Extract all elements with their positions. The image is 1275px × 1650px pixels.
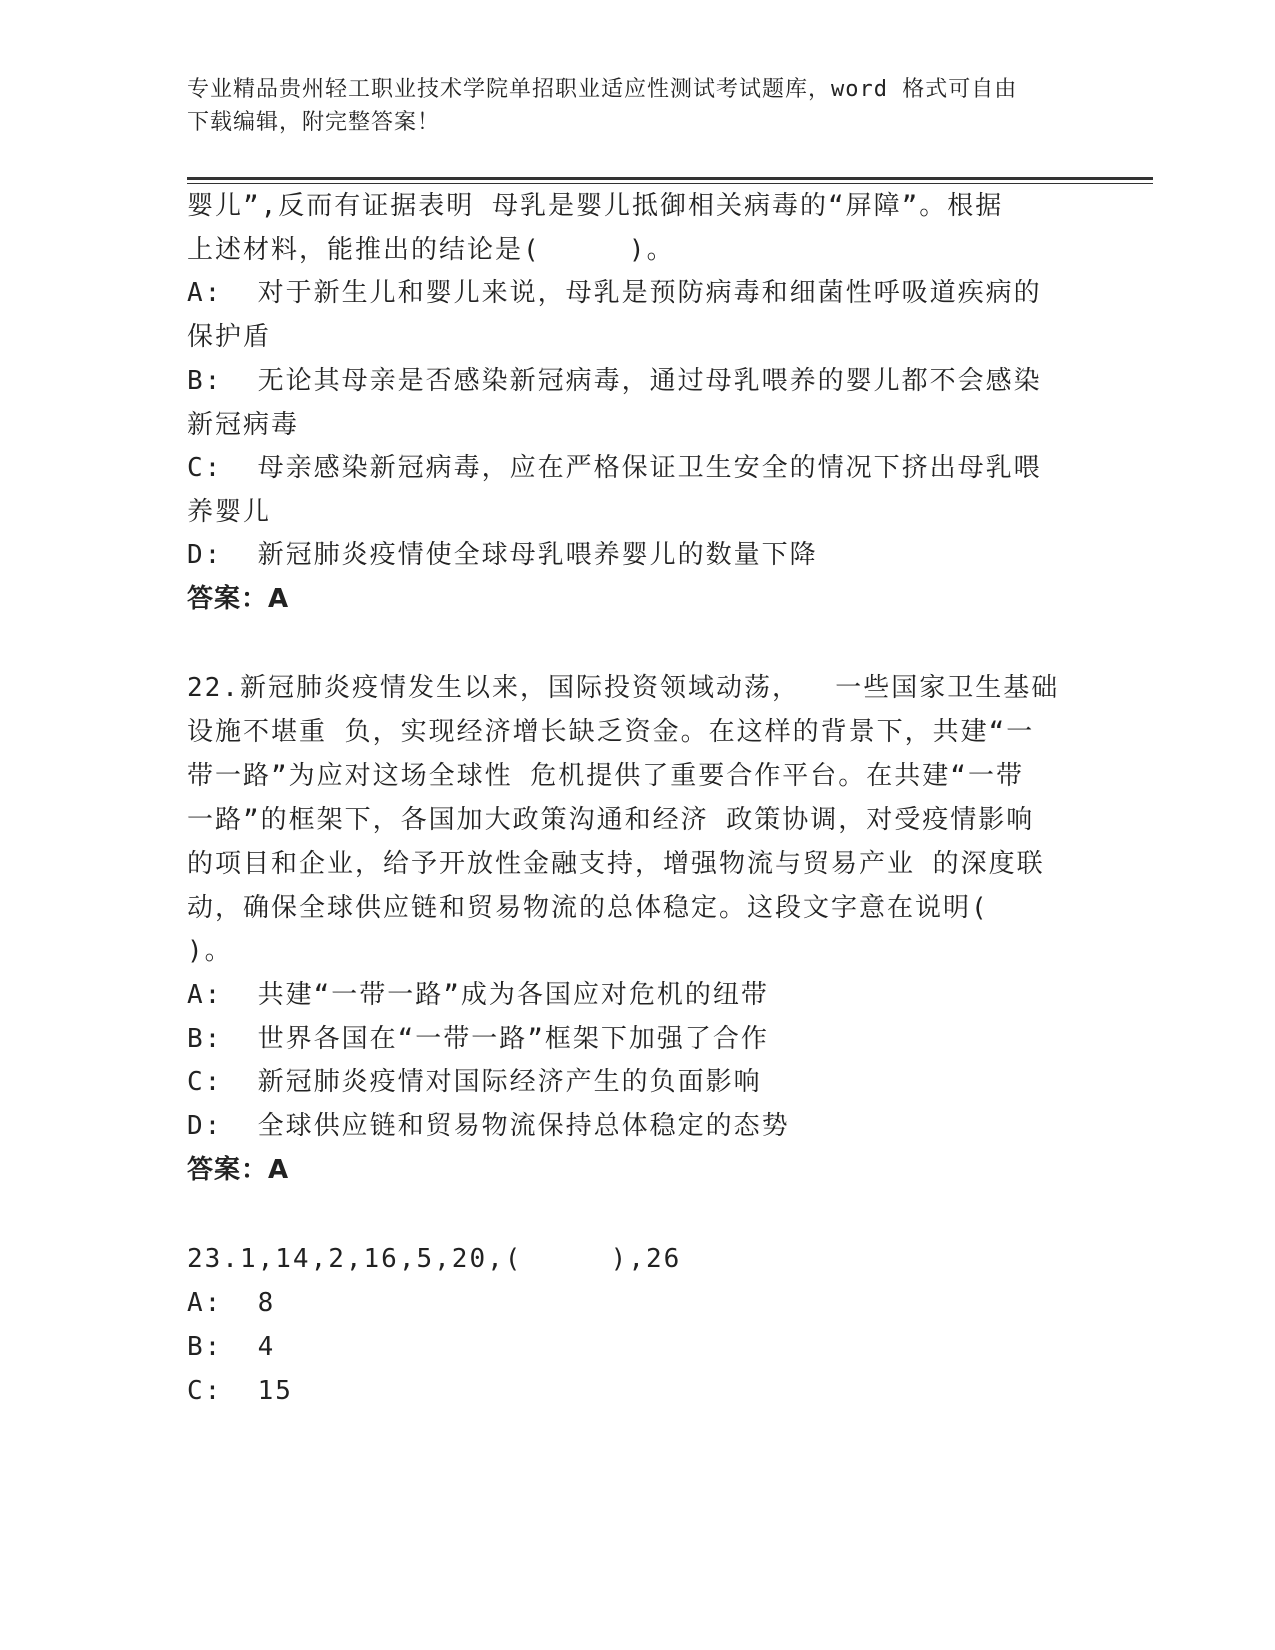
q22-option-c: C: 新冠肺炎疫情对国际经济产生的负面影响	[187, 1067, 762, 1097]
header-divider-thin	[187, 183, 1153, 184]
q21-option-c-line-2: 养婴儿	[187, 497, 272, 527]
q22-stem-line-1: 22.新冠肺炎疫情发生以来，国际投资领域动荡， 一些国家卫生基础	[187, 673, 1060, 703]
q22-stem-line-7: )。	[187, 936, 233, 966]
q21-stem-line-1: 婴儿”,反而有证据表明 母乳是婴儿抵御相关病毒的“屏障”。根据	[187, 191, 1004, 221]
page-header	[187, 73, 1067, 139]
q21-option-b-line-1: B: 无论其母亲是否感染新冠病毒，通过母乳喂养的婴儿都不会感染	[187, 366, 1042, 396]
q23-option-b: B: 4	[187, 1332, 276, 1362]
q22-stem-line-6: 动，确保全球供应链和贸易物流的总体稳定。这段文字意在说明(	[187, 893, 989, 923]
q21-stem-line-2: 上述材料，能推出的结论是( )。	[187, 235, 675, 265]
q22-option-a: A: 共建“一带一路”成为各国应对危机的纽带	[187, 980, 769, 1010]
q22-option-b: B: 世界各国在“一带一路”框架下加强了合作	[187, 1024, 769, 1054]
q21-option-d: D: 新冠肺炎疫情使全球母乳喂养婴儿的数量下降	[187, 540, 818, 570]
q22-option-d: D: 全球供应链和贸易物流保持总体稳定的态势	[187, 1111, 790, 1141]
q22-stem-line-2: 设施不堪重 负，实现经济增长缺乏资金。在这样的背景下，共建“一	[187, 717, 1035, 747]
q22-stem-line-5: 的项目和企业，给予开放性金融支持，增强物流与贸易产业 的深度联	[187, 849, 1045, 879]
header-line-1: 专业精品贵州轻工职业技术学院单招职业适应性测试考试题库，word 格式可自由	[187, 77, 1018, 102]
q23-option-c: C: 15	[187, 1376, 293, 1406]
header-line-2: 下载编辑，附完整答案！	[187, 110, 441, 135]
q22-stem-line-3: 带一路”为应对这场全球性 危机提供了重要合作平台。在共建“一带	[187, 761, 1024, 791]
q21-option-c-line-1: C: 母亲感染新冠病毒，应在严格保证卫生安全的情况下挤出母乳喂	[187, 453, 1042, 483]
header-divider-thick	[187, 177, 1153, 180]
q23-stem: 23.1,14,2,16,5,20,( ),26	[187, 1244, 682, 1274]
q22-stem-line-4: 一路”的框架下，各国加大政策沟通和经济 政策协调，对受疫情影响	[187, 805, 1035, 835]
q21-answer: 答案：A	[187, 584, 290, 614]
q23-option-a: A: 8	[187, 1288, 276, 1318]
q22-answer: 答案：A	[187, 1155, 290, 1185]
q21-option-a-line-1: A: 对于新生儿和婴儿来说，母乳是预防病毒和细菌性呼吸道疾病的	[187, 278, 1042, 308]
q21-option-a-line-2: 保护盾	[187, 322, 272, 352]
q21-option-b-line-2: 新冠病毒	[187, 410, 300, 440]
